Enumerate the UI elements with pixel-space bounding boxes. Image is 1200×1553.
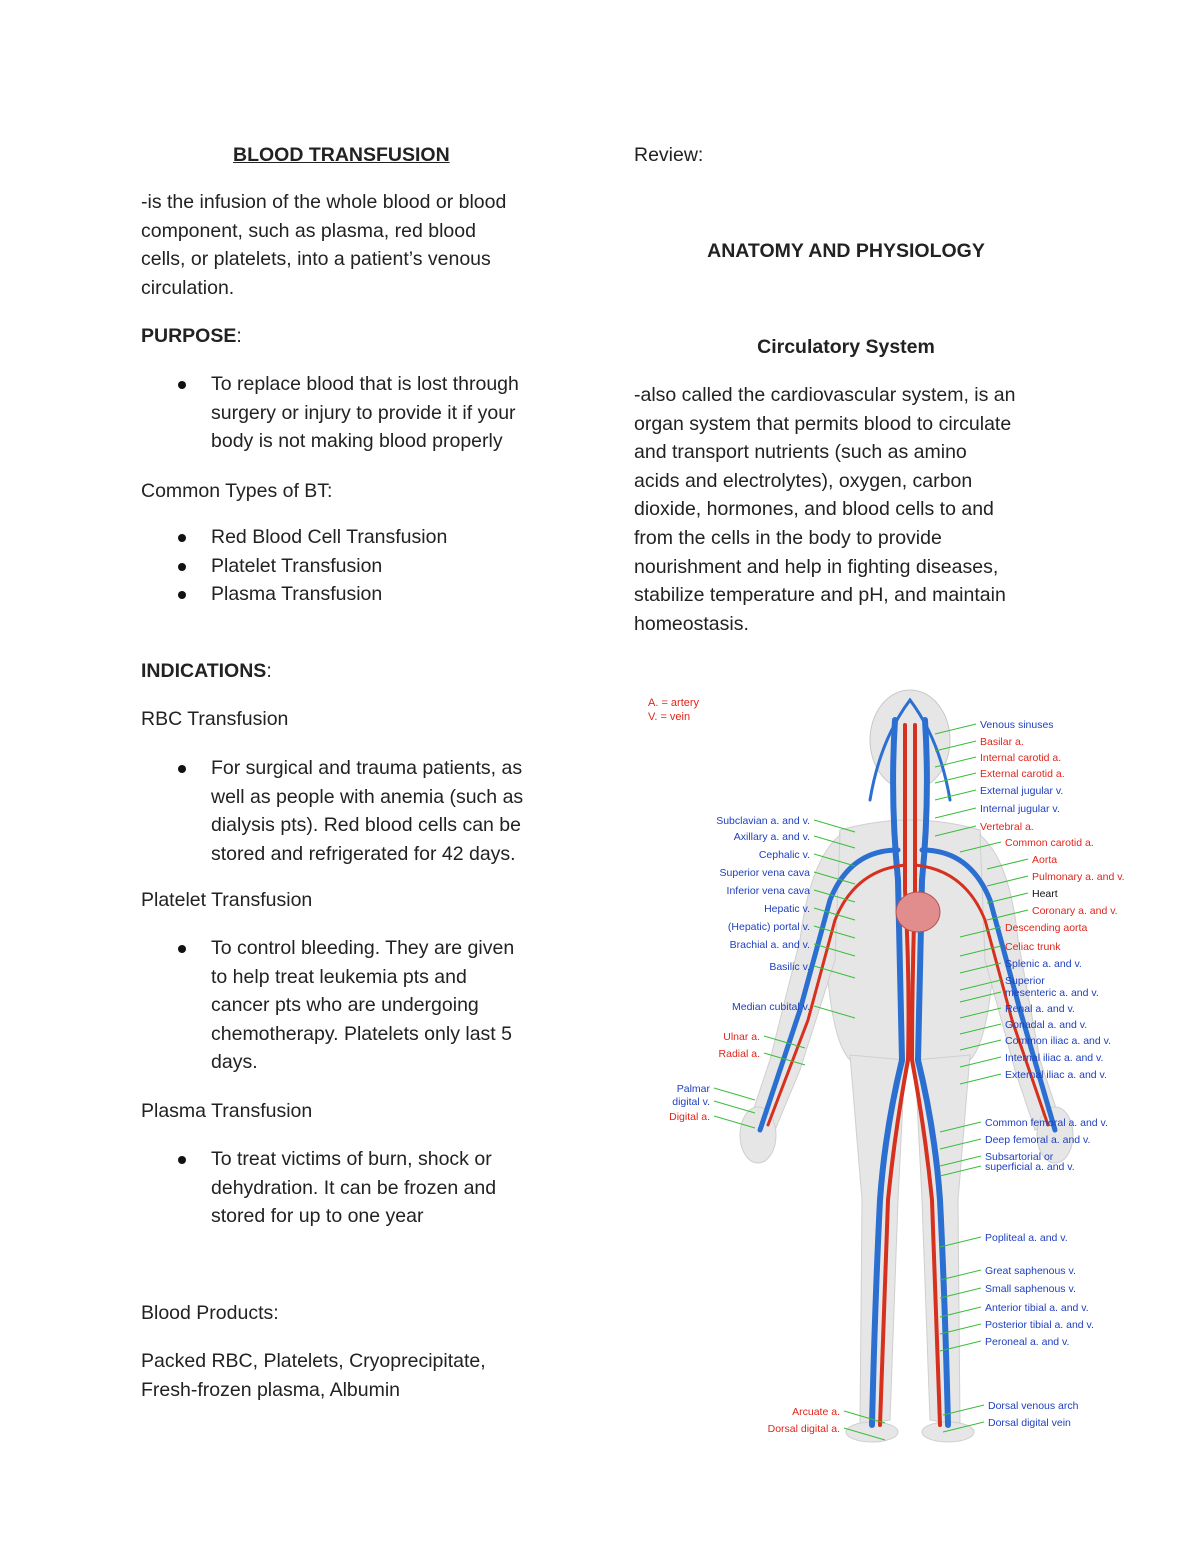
plasma-heading: Plasma Transfusion: [141, 1100, 313, 1122]
diagram-label: Internal iliac a. and v.: [1005, 1052, 1104, 1064]
text-line: component, such as plasma, red blood: [141, 219, 476, 242]
diagram-label: superficial a. and v.: [985, 1161, 1075, 1173]
definition-paragraph: [141, 188, 506, 302]
purpose-heading: [141, 322, 242, 351]
types-heading: Common Types of BT:: [141, 480, 333, 502]
diagram-legend: [648, 697, 700, 723]
text-line: well as people with anemia (such as: [211, 785, 524, 808]
rbc-list: [141, 754, 523, 868]
anatomy-title: ANATOMY AND PHYSIOLOGY: [707, 240, 985, 262]
text-line: to help treat leukemia pts and: [211, 965, 467, 988]
heart: [896, 892, 940, 932]
text-line: -is the infusion of the whole blood or blood: [141, 191, 507, 213]
text-line: from the cells in the body to provide: [634, 526, 942, 549]
diagram-label: Radial a.: [718, 1048, 760, 1060]
review-label: Review:: [634, 144, 704, 166]
diagram-label: Cephalic v.: [758, 849, 810, 861]
text-line: days.: [211, 1051, 258, 1074]
diagram-label: External carotid a.: [980, 768, 1065, 780]
products-paragraph: [141, 1347, 486, 1404]
diagram-label: Posterior tibial a. and v.: [985, 1319, 1094, 1331]
text-line: surgery or injury to provide it if your: [211, 401, 516, 424]
legend-text: V. = vein: [648, 711, 691, 723]
text-line: and transport nutrients (such as amino: [634, 441, 967, 464]
diagram-label: Common iliac a. and v.: [1005, 1035, 1112, 1047]
diagram-label: Dorsal digital vein: [988, 1417, 1071, 1429]
diagram-label: Digital a.: [669, 1111, 710, 1123]
list-item: Platelet Transfusion: [141, 552, 447, 581]
text-line: dialysis pts). Red blood cells can be: [211, 814, 521, 837]
diagram-label: External iliac a. and v.: [1005, 1069, 1107, 1081]
diagram-label: Heart: [1032, 888, 1058, 900]
leader-line: [935, 773, 976, 783]
text-line: cells, or platelets, into a patient’s venous: [141, 248, 491, 271]
indications-heading: [141, 657, 272, 686]
diagram-label: Dorsal venous arch: [988, 1400, 1079, 1412]
diagram-label: Superior: [1005, 975, 1045, 987]
text-line: To control bleeding. They are given: [211, 937, 515, 959]
diagram-label: Descending aorta: [1005, 922, 1088, 934]
diagram-label: Venous sinuses: [980, 719, 1054, 731]
diagram-label: Inferior vena cava: [726, 885, 810, 897]
diagram-label: Peroneal a. and v.: [985, 1336, 1070, 1348]
types-list: [141, 523, 447, 609]
diagram-label: Coronary a. and v.: [1032, 905, 1118, 917]
diagram-label: Axillary a. and v.: [733, 831, 810, 843]
diagram-label: Superior vena cava: [719, 867, 810, 879]
diagram-label: Brachial a. and v.: [729, 939, 810, 951]
plasma-list: [141, 1145, 496, 1231]
circulatory-title: Circulatory System: [757, 336, 935, 358]
diagram-label: Great saphenous v.: [985, 1265, 1076, 1277]
legend-text: A. = artery: [648, 697, 700, 709]
diagram-label: Internal carotid a.: [980, 752, 1062, 764]
text-line: acids and electrolytes), oxygen, carbon: [634, 469, 973, 492]
products-heading: Blood Products:: [141, 1302, 279, 1324]
diagram-label: Basilic v.: [769, 961, 810, 973]
text-line: body is not making blood properly: [211, 430, 503, 453]
purpose-colon: :: [236, 325, 242, 347]
diagram-label: Hepatic v.: [764, 903, 810, 915]
diagram-label: Aorta: [1032, 854, 1058, 866]
rbc-heading: RBC Transfusion: [141, 708, 289, 730]
text-line: stored for up to one year: [211, 1205, 424, 1228]
text-line: Fresh-frozen plasma, Albumin: [141, 1378, 401, 1401]
text-line: For surgical and trauma patients, as: [211, 757, 523, 779]
leader-line: [714, 1088, 755, 1100]
diagram-label: External jugular v.: [980, 785, 1064, 797]
leader-line: [814, 820, 855, 832]
diagram-label: Popliteal a. and v.: [985, 1232, 1068, 1244]
diagram-label: Renal a. and v.: [1005, 1003, 1075, 1015]
platelet-heading: Platelet Transfusion: [141, 889, 313, 911]
diagram-label: Internal jugular v.: [980, 803, 1060, 815]
diagram-label: digital v.: [672, 1096, 710, 1108]
text-line: dehydration. It can be frozen and: [211, 1176, 497, 1199]
text-line: nourishment and help in fighting diseases,: [634, 555, 999, 578]
indications-label: INDICATIONS: [141, 660, 267, 682]
diagram-label: Splenic a. and v.: [1005, 958, 1082, 970]
list-item: [141, 754, 523, 868]
list-item: Red Blood Cell Transfusion: [141, 523, 447, 552]
text-line: -also called the cardiovascular system, is an: [634, 384, 1016, 406]
circulatory-paragraph: [634, 381, 1016, 638]
diagram-label: Common femoral a. and v.: [985, 1117, 1108, 1129]
leader-line: [714, 1101, 755, 1113]
text-line: organ system that permits blood to circulate: [634, 412, 1012, 435]
circulatory-system-diagram: [640, 680, 1160, 1470]
list-item: [141, 934, 514, 1077]
diagram-label: Arcuate a.: [792, 1406, 840, 1418]
text-line: homeostasis.: [634, 612, 749, 635]
text-line: To treat victims of burn, shock or: [211, 1148, 492, 1170]
text-line: stabilize temperature and pH, and maintain: [634, 584, 1006, 607]
text-line: Packed RBC, Platelets, Cryoprecipitate,: [141, 1350, 486, 1372]
purpose-list: [141, 370, 519, 456]
diagram-label: Palmar: [676, 1083, 710, 1095]
leader-line: [935, 808, 976, 818]
diagram-label: (Hepatic) portal v.: [727, 921, 810, 933]
list-item: [141, 370, 519, 456]
diagram-label: Deep femoral a. and v.: [985, 1134, 1091, 1146]
text-line: stored and refrigerated for 42 days.: [211, 842, 516, 865]
diagram-label: Celiac trunk: [1005, 941, 1061, 953]
diagram-label: Median cubital v.: [731, 1001, 810, 1013]
page-title: BLOOD TRANSFUSION: [233, 144, 450, 166]
text-line: To replace blood that is lost through: [211, 373, 519, 395]
diagram-label: Subsartorial or: [985, 1151, 1054, 1163]
diagram-label: Small saphenous v.: [985, 1283, 1076, 1295]
diagram-label: Subclavian a. and v.: [716, 815, 810, 827]
diagram-label: Basilar a.: [980, 736, 1024, 748]
purpose-label: PURPOSE: [141, 325, 237, 347]
diagram-label: Dorsal digital a.: [767, 1423, 840, 1435]
list-item: [141, 1145, 496, 1231]
diagram-label: mesenteric a. and v.: [1005, 987, 1099, 999]
diagram-label: Anterior tibial a. and v.: [985, 1302, 1089, 1314]
diagram-label: Vertebral a.: [980, 821, 1034, 833]
diagram-label: Gonadal a. and v.: [1005, 1019, 1088, 1031]
platelet-list: [141, 934, 514, 1077]
diagram-label: Ulnar a.: [723, 1031, 760, 1043]
indications-colon: :: [266, 660, 272, 682]
leader-line: [935, 790, 976, 800]
text-line: dioxide, hormones, and blood cells to and: [634, 498, 994, 521]
text-line: circulation.: [141, 276, 235, 299]
list-item: Plasma Transfusion: [141, 580, 447, 609]
text-line: cancer pts who are undergoing: [211, 994, 479, 1017]
text-line: chemotherapy. Platelets only last 5: [211, 1022, 512, 1045]
diagram-label: Pulmonary a. and v.: [1032, 871, 1125, 883]
diagram-label: Common carotid a.: [1005, 837, 1094, 849]
